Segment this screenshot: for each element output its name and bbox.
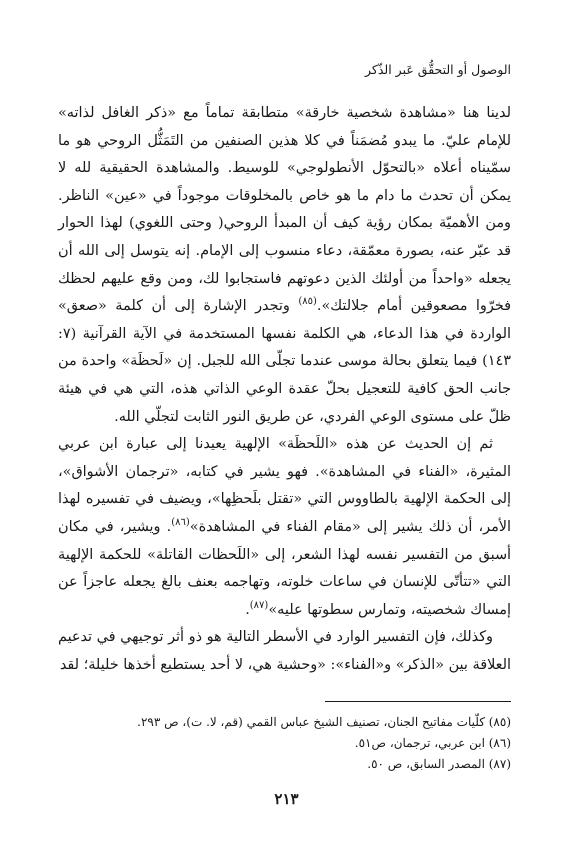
text-run: وتجدر الإشارة إلى أن كلمة «صعق» الواردة في هذا الدعاء، هي الكلمة نفسها المستخدمة في الآية القرآنية (٧: ١٤٣) فيما يتعلق بحالة موسى عندما تجلّى الله للجبل. إن «لَحظَة» واحدة من جانب الحق كافية للتعجيل بحلّ عقدة الوعي الذاتي هذه، التي هي في هيئة ظلّ على مستوى الوعي الفردي، عن طريق النور الثابت لتجلّي الله. xyxy=(58,298,511,425)
text-run: لدينا هنا «مشاهدة شخصية خارقة» متطابقة تماماً مع «ذكر الغافل لذاته» للإمام عليّ. ما يبدو مُضمَناً في كلا هذين الصنفين من التَمَثُّل الروحي هو ما سمّيناه أعلاه «بالتحوّل الأنطولوجي» للوسيط. والمشاهدة الحقيقية لله لا يمكن أن تحدث ما دام ما هو خاص بالمخلوقات موجوداً في «عين» الناظر. ومن الأهميّة بمكان رؤية كيف أن المبدأ الروحي( وحتى اللغوي) لهذا الحوار قد عبّر عنه، بصورة معمّقة، دعاء منسوب إلى الإمام. إنه يتوسل إلى الله أن يجعله «واحداً من أولئك الذين دعوتهم فاستجابوا لك، ومن وقع عليهم لحظك فخرّوا مصعوقين أمام جلالتك». xyxy=(58,105,511,315)
paragraph xyxy=(58,431,511,624)
paragraph xyxy=(58,100,511,431)
text-run: وكذلك، فإن التفسير الوارد في الأسطر التالية هو ذو أثر توجيهي في تدعيم العلاقة بين «الذكر» و«الفناء»: «وحشية هي، لا أحد يستطيع أخذها خليلة؛ لقد xyxy=(58,629,511,673)
footnote-reference: (٨٧) xyxy=(249,599,269,611)
footnote-divider xyxy=(325,701,511,702)
running-header: الوصول أو التحقُّق عَبر الذّكر xyxy=(365,62,511,77)
footnotes xyxy=(58,712,511,775)
text-run: ثم إن الحديث عن هذه «اللَحظَة» الإلهية يعيدنا إلى عبارة ابن عربي المثيرة، «الفناء في المشاهدة». فهو يشير في كتابه، «ترجمان الأشواق»، إلى الحكمة الإلهية بالطاووس التي «تقتل بلَحظِها»، ويضيف في تفسيره لهذا الأمر، أن ذلك يشير إلى «مقام الفناء في المشاهدة» xyxy=(58,436,511,535)
footnote-reference: (٨٦) xyxy=(171,517,190,529)
page-number: ٢١٣ xyxy=(274,790,299,808)
body-text xyxy=(58,100,511,679)
footnote: (٨٥) كلّيات مفاتيح الجنان، تصنيف الشيخ عباس القمي (قم، لا. ت)، ص ٢٩٣. xyxy=(137,715,511,729)
footnote: (٨٧) المصدر السابق، ص ٥٠. xyxy=(367,757,511,771)
footnote-reference: (٨٥) xyxy=(298,296,317,308)
footnote: (٨٦) ابن عربي، ترجمان، ص٥١. xyxy=(354,736,511,750)
text-run: . ويشير، في مكان أسبق من التفسير نفسه لهذا الشعر، إلى «اللَحظات القاتلة» للحكمة الإلهية التي «تتأتّى للإنسان في ساعات خلوته، وتهاجمه بعنف بالغ يجعله عاجزاً عن إمساك شخصيته، وتمارس سطوتها عليه» xyxy=(58,518,511,618)
paragraph xyxy=(58,624,511,679)
text-run: . xyxy=(245,601,250,618)
